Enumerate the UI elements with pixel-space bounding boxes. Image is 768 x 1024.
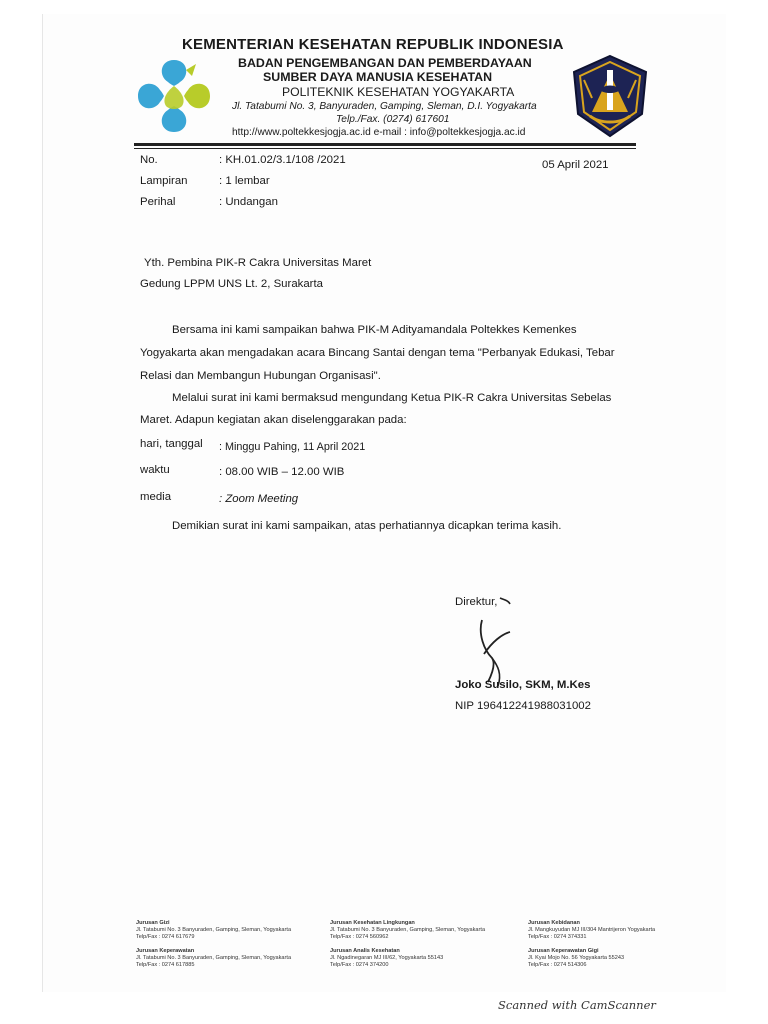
footer-dept-address: Jl. Mangkuyudan MJ III/304 Mantrijeron Yogyakarta bbox=[528, 927, 656, 933]
recipient-address: Gedung LPPM UNS Lt. 2, Surakarta bbox=[140, 278, 323, 290]
footer-column-3 bbox=[528, 920, 655, 969]
signatory-name: Joko Susilo, SKM, M.Kes bbox=[455, 679, 591, 691]
event-date-label: hari, tanggal bbox=[140, 438, 203, 450]
event-media-value: : Zoom Meeting bbox=[219, 493, 299, 505]
paragraph-1-line-1: Bersama ini kami sampaikan bahwa PIK-M Adityamandala Poltekkes Kemenkes bbox=[172, 324, 577, 336]
institution-address: Jl. Tatabumi No. 3, Banyuraden, Gamping, Sleman, D.I. Yogyakarta bbox=[232, 101, 537, 112]
subject-value: : Undangan bbox=[219, 196, 278, 208]
number-label: No. bbox=[140, 154, 158, 166]
footer-dept-phone: Telp/Fax : 0274 617679 bbox=[136, 934, 195, 940]
letterhead-rule-thin bbox=[134, 148, 636, 149]
footer-dept-address: Jl. Kyai Mojo No. 56 Yogyakarta 55243 bbox=[528, 955, 625, 961]
footer-dept-name: Jurusan Kebidanan bbox=[528, 920, 580, 926]
signatory-title: Direktur, bbox=[455, 596, 498, 608]
paragraph-1-line-3: Relasi dan Membangun Hubungan Organisasi". bbox=[140, 370, 381, 382]
ministry-heading: KEMENTERIAN KESEHATAN REPUBLIK INDONESIA bbox=[182, 36, 564, 53]
attachment-label: Lampiran bbox=[140, 175, 188, 187]
letterhead-rule-thick bbox=[134, 143, 636, 146]
agency-heading-line2: SUMBER DAYA MANUSIA KESEHATAN bbox=[263, 70, 493, 84]
footer-dept-address: Jl. Ngadinegaran MJ III/62, Yogyakarta 55143 bbox=[330, 955, 444, 961]
signatory-nip: NIP 196412241988031002 bbox=[455, 700, 591, 712]
agency-heading-line1: BADAN PENGEMBANGAN DAN PEMBERDAYAAN bbox=[238, 56, 532, 70]
attachment-value: : 1 lembar bbox=[219, 175, 270, 187]
event-time-label: waktu bbox=[140, 464, 170, 476]
footer-dept-name: Jurusan Kesehatan Lingkungan bbox=[330, 920, 415, 926]
footer-dept-phone: Telp/Fax : 0274 374331 bbox=[528, 934, 587, 940]
poltekkes-emblem-icon bbox=[570, 54, 650, 138]
footer-column-1 bbox=[136, 920, 291, 969]
institution-phone: Telp./Fax. (0274) 617601 bbox=[336, 114, 450, 125]
event-date-value: : Minggu Pahing, 11 April 2021 bbox=[219, 441, 366, 453]
footer-dept-name: Jurusan Keperawatan bbox=[136, 948, 195, 954]
footer-dept-phone: Telp/Fax : 0274 560962 bbox=[330, 934, 389, 940]
footer-dept-phone: Telp/Fax : 0274 374200 bbox=[330, 962, 389, 968]
event-time-value: : 08.00 WIB – 12.00 WIB bbox=[219, 466, 345, 478]
footer-dept-name: Jurusan Analis Kesehatan bbox=[330, 948, 400, 954]
footer-dept-name: Jurusan Gizi bbox=[136, 920, 170, 926]
footer-dept-address: Jl. Tatabumi No. 3 Banyuraden, Gamping, Sleman, Yogyakarta bbox=[330, 927, 486, 933]
footer-dept-phone: Telp/Fax : 0274 514306 bbox=[528, 962, 587, 968]
paragraph-2-line-1: Melalui surat ini kami bermaksud mengundang Ketua PIK-R Cakra Universitas Sebelas bbox=[172, 392, 612, 404]
footer-dept-phone: Telp/Fax : 0274 617885 bbox=[136, 962, 195, 968]
footer-dept-address: Jl. Tatabumi No. 3 Banyuraden, Gamping, Sleman, Yogyakarta bbox=[136, 955, 292, 961]
footer-column-2 bbox=[330, 920, 485, 969]
institution-web-email: http://www.poltekkesjogja.ac.id e-mail : info@poltekkesjogja.ac.id bbox=[232, 127, 526, 138]
footer-dept-address: Jl. Tatabumi No. 3 Banyuraden, Gamping, Sleman, Yogyakarta bbox=[136, 927, 292, 933]
letter-date: 05 April 2021 bbox=[542, 159, 609, 171]
paragraph-2-line-2: Maret. Adapun kegiatan akan diselenggarakan pada: bbox=[140, 414, 407, 426]
subject-label: Perihal bbox=[140, 196, 176, 208]
closing-sentence: Demikian surat ini kami sampaikan, atas perhatiannya dicapkan terima kasih. bbox=[172, 520, 562, 532]
recipient-name: Yth. Pembina PIK-R Cakra Universitas Maret bbox=[144, 257, 372, 269]
paragraph-1-line-2: Yogyakarta akan mengadakan acara Bincang Santai dengan tema "Perbanyak Edukasi, Tebar bbox=[140, 347, 615, 359]
event-media-label: media bbox=[140, 491, 172, 503]
kemenkes-logo-icon bbox=[134, 56, 214, 136]
footer-dept-name: Jurusan Keperawatan Gigi bbox=[528, 948, 599, 954]
institution-name: POLITEKNIK KESEHATAN YOGYAKARTA bbox=[282, 85, 515, 99]
scanner-watermark: Scanned with CamScanner bbox=[498, 998, 656, 1012]
number-value: : KH.01.02/3.1/108 /2021 bbox=[219, 154, 346, 166]
